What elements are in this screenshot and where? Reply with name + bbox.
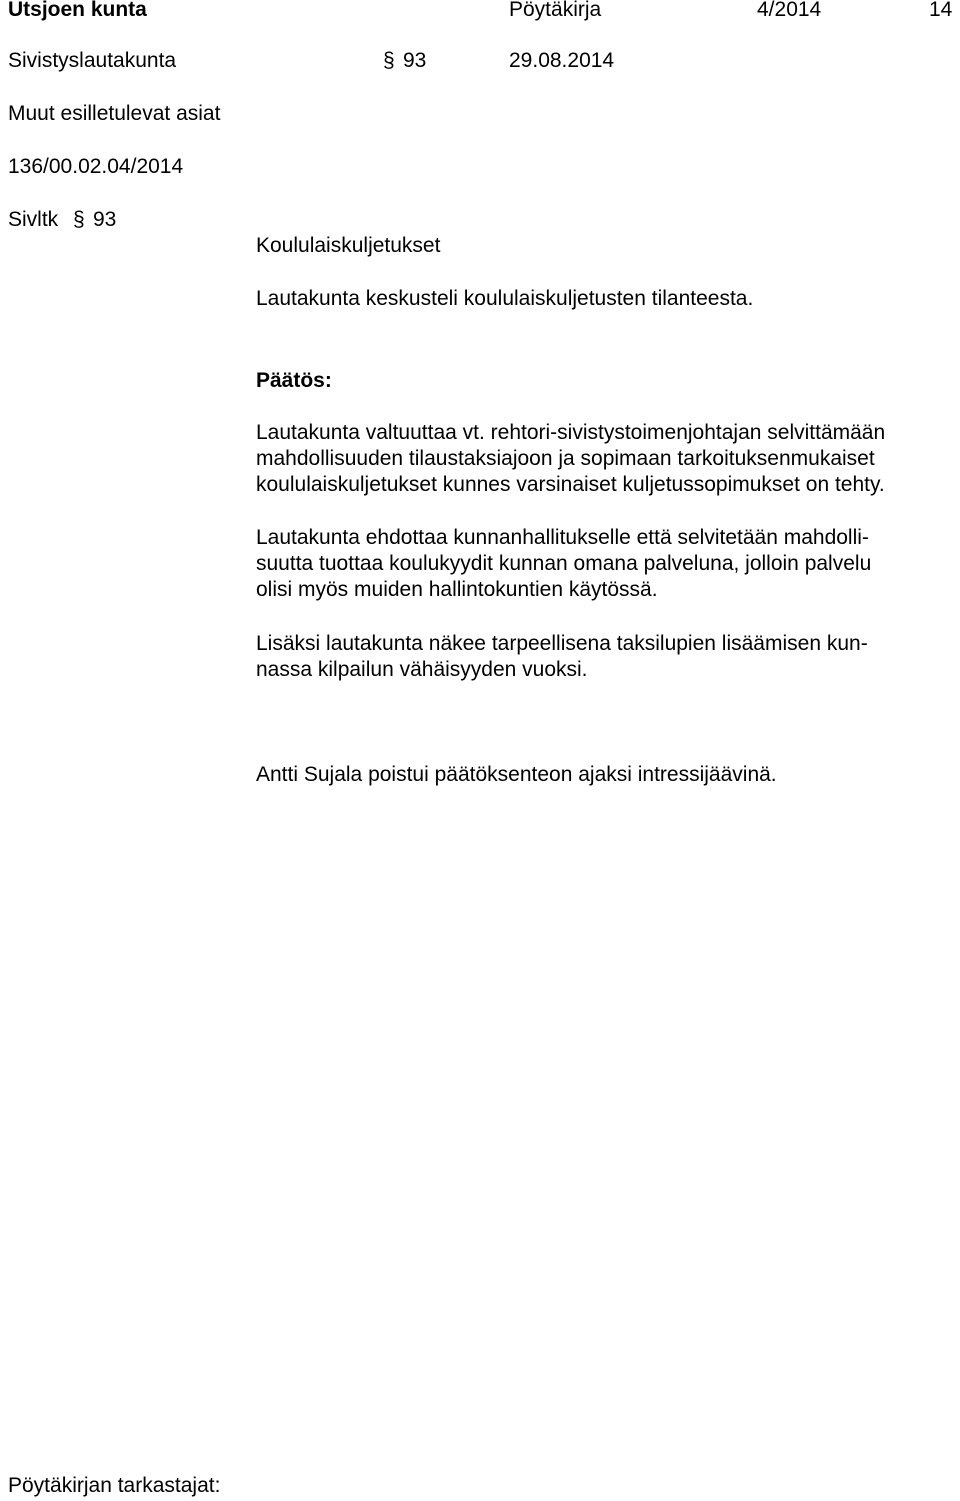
meeting-date: 29.08.2014 (509, 49, 615, 72)
diary-number: 136/00.02.04/2014 (8, 155, 184, 178)
paragraph-line: olisi myös muiden hallintokuntien käytössä. (256, 578, 658, 601)
document-type: Pöytäkirja (509, 0, 602, 21)
board-name: Sivistyslautakunta (8, 49, 177, 72)
document-number: 4/2014 (757, 0, 822, 21)
item-category: Muut esilletulevat asiat (8, 102, 221, 125)
decision-label: Päätös: (256, 369, 332, 392)
section-symbol: § (383, 49, 395, 72)
decision-paragraph-1 (256, 420, 946, 498)
disqualification-note: Antti Sujala poistui päätöksenteon ajaksi intressijäävinä. (256, 763, 777, 786)
reviewers-label: Pöytäkirjan tarkastajat: (8, 1474, 221, 1497)
page-number: 14 (929, 0, 953, 21)
case-intro: Lautakunta keskusteli koululaiskuljetusten tilanteesta. (256, 287, 754, 310)
paragraph-line: koululaiskuljetukset kunnes varsinaiset kuljetussopimukset on tehty. (256, 473, 885, 496)
section-number: 93 (403, 49, 427, 72)
decision-paragraph-2 (256, 525, 946, 603)
reference-number: 93 (93, 208, 117, 231)
municipality-name: Utsjoen kunta (8, 0, 147, 21)
decision-paragraph-3 (256, 631, 946, 683)
paragraph-line: suutta tuottaa koulukyydit kunnan omana palveluna, jolloin palvelu (256, 552, 872, 575)
reference-section-symbol: § (73, 208, 85, 231)
paragraph-line: mahdollisuuden tilaustaksiajoon ja sopimaan tarkoituksenmukaiset (256, 447, 875, 470)
paragraph-line: nassa kilpailun vähäisyyden vuoksi. (256, 658, 588, 681)
reference-prefix: Sivltk (8, 208, 59, 231)
paragraph-line: Lautakunta ehdottaa kunnanhallitukselle että selvitetään mahdolli- (256, 526, 869, 549)
paragraph-line: Lisäksi lautakunta näkee tarpeellisena taksilupien lisäämisen kun- (256, 632, 868, 655)
case-title: Koululaiskuljetukset (256, 234, 441, 257)
paragraph-line: Lautakunta valtuuttaa vt. rehtori-sivistystoimenjohtajan selvittämään (256, 421, 886, 444)
